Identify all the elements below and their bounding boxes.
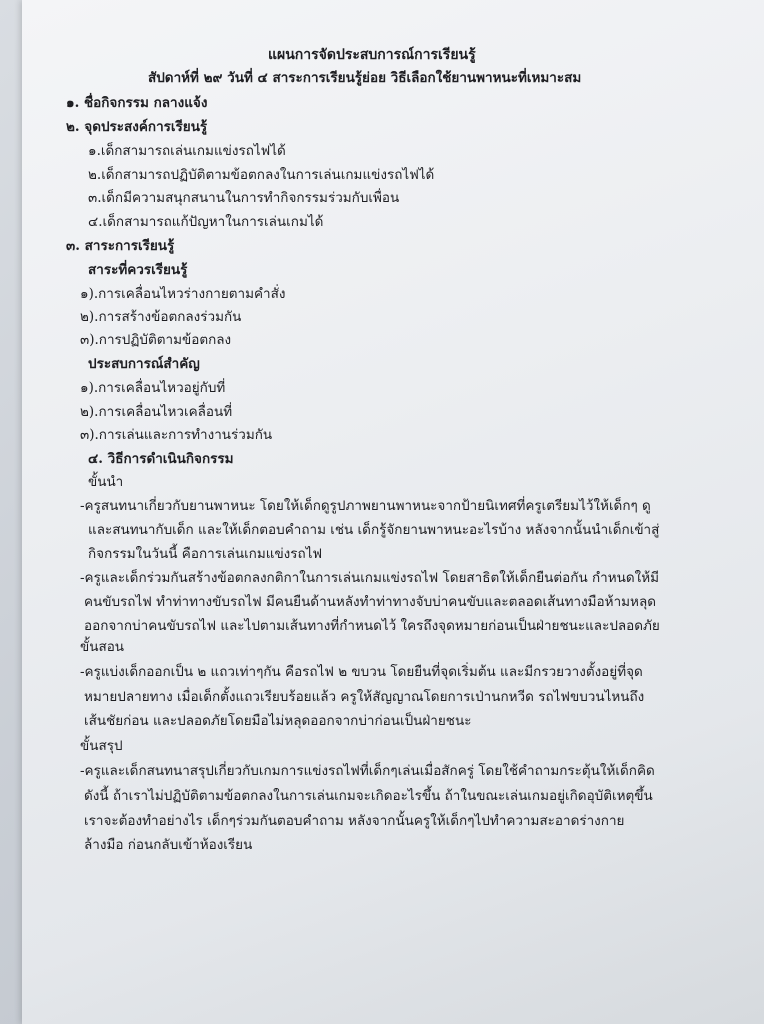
paragraph-line: กิจกรรมในวันนี้ คือการเล่นเกมแข่งรถไฟ bbox=[88, 546, 323, 562]
document-subtitle: สัปดาห์ที่ ๒๙ วันที่ ๔ สาระการเรียนรู้ย่อย วิธีเลือกใช้ยานพาหนะที่เหมาะสม bbox=[148, 70, 582, 86]
paragraph-line: คนขับรถไฟ ทำท่าทางขับรถไฟ มีคนยืนด้านหลังทำท่าทางจับบ่าคนขับและตลอดเส้นทางมือห้ามหลุด bbox=[84, 594, 656, 610]
step-main-heading: ขั้นสอน bbox=[80, 639, 125, 655]
content-heading: สาระที่ควรเรียนรู้ bbox=[88, 262, 188, 278]
section-procedure: ๔. วิธีการดำเนินกิจกรรม bbox=[88, 451, 234, 467]
paragraph-line: ออกจากบ่าคนขับรถไฟ และไปตามเส้นทางที่กำหนดไว้ ใครถึงจุดหมายก่อนเป็นฝ่ายชนะและปลอดภัย bbox=[84, 618, 660, 634]
content-item: ๑).การเคลื่อนไหวร่างกายตามคำสั่ง bbox=[80, 286, 286, 302]
paragraph-line: -ครูสนทนาเกี่ยวกับยานพาหนะ โดยให้เด็กดูรูปภาพยานพาหนะจากป้ายนิเทศที่ครูเตรียมไว้ให้เด็กๆ ดู bbox=[80, 498, 651, 514]
experience-heading: ประสบการณ์สำคัญ bbox=[88, 356, 200, 372]
paragraph-line: หมายปลายทาง เมื่อเด็กตั้งแถวเรียบร้อยแล้ว ครูให้สัญญาณโดยการเป่านกหวีด รถไฟขบวนไหนถึง bbox=[84, 689, 645, 705]
objective-item: ๔.เด็กสามารถแก้ปัญหาในการเล่นเกมได้ bbox=[88, 214, 324, 230]
objective-item: ๓.เด็กมีความสนุกสนานในการทำกิจกรรมร่วมกับเพื่อน bbox=[88, 190, 400, 206]
content-item: ๒).การสร้างข้อตกลงร่วมกัน bbox=[80, 309, 242, 325]
paragraph-line: เราจะต้องทำอย่างไร เด็กๆร่วมกันตอบคำถาม หลังจากนั้นครูให้เด็กๆไปทำความสะอาดร่างกาย bbox=[84, 813, 625, 829]
paragraph-line: -ครูแบ่งเด็กออกเป็น ๒ แถวเท่าๆกัน คือรถไฟ ๒ ขบวน โดยยืนที่จุดเริ่มต้น และมีกรวยวางตั้งอยู่ที่จุด bbox=[80, 664, 643, 680]
document-title: แผนการจัดประสบการณ์การเรียนรู้ bbox=[268, 47, 476, 63]
paragraph-line: -ครูและเด็กร่วมกันสร้างข้อตกลงกติกาในการเล่นเกมแข่งรถไฟ โดยสาธิตให้เด็กยืนต่อกัน กำหนดให้มี bbox=[80, 570, 660, 586]
experience-item: ๒).การเคลื่อนไหวเคลื่อนที่ bbox=[80, 404, 233, 420]
content-item: ๓).การปฏิบัติตามข้อตกลง bbox=[80, 332, 232, 348]
paragraph-line: ดังนี้ ถ้าเราไม่ปฏิบัติตามข้อตกลงในการเล่นเกมจะเกิดอะไรขึ้น ถ้าในขณะเล่นเกมอยู่เกิดอุบัติเหตุขึ้น bbox=[84, 788, 653, 804]
section-objectives: ๒. จุดประสงค์การเรียนรู้ bbox=[66, 119, 208, 135]
section-content: ๓. สาระการเรียนรู้ bbox=[66, 238, 175, 254]
step-intro-heading: ขั้นนำ bbox=[88, 474, 124, 490]
section-activity-name: ๑. ชื่อกิจกรรม กลางแจ้ง bbox=[66, 95, 208, 111]
paragraph-line: เส้นชัยก่อน และปลอดภัยโดยมือไม่หลุดออกจากบ่าก่อนเป็นฝ่ายชนะ bbox=[84, 713, 472, 729]
paragraph-line: ล้างมือ ก่อนกลับเข้าห้องเรียน bbox=[84, 837, 253, 853]
paragraph-line: และสนทนากับเด็ก และให้เด็กตอบคำถาม เช่น เด็กรู้จักยานพาหนะอะไรบ้าง หลังจากนั้นนำเด็กเข้าสู่ bbox=[88, 522, 660, 538]
objective-item: ๑.เด็กสามารถเล่นเกมแข่งรถไฟได้ bbox=[88, 143, 286, 159]
document-page bbox=[22, 0, 764, 1024]
objective-item: ๒.เด็กสามารถปฏิบัติตามข้อตกลงในการเล่นเกมแข่งรถไฟได้ bbox=[88, 167, 435, 183]
paragraph-line: -ครูและเด็กสนทนาสรุปเกี่ยวกับเกมการแข่งรถไฟที่เด็กๆเล่นเมื่อสักครู่ โดยใช้คำถามกระตุ้นให้เด็กคิด bbox=[80, 763, 655, 779]
experience-item: ๓).การเล่นและการทำงานร่วมกัน bbox=[80, 427, 273, 443]
experience-item: ๑).การเคลื่อนไหวอยู่กับที่ bbox=[80, 380, 226, 396]
step-summary-heading: ขั้นสรุป bbox=[80, 738, 123, 754]
